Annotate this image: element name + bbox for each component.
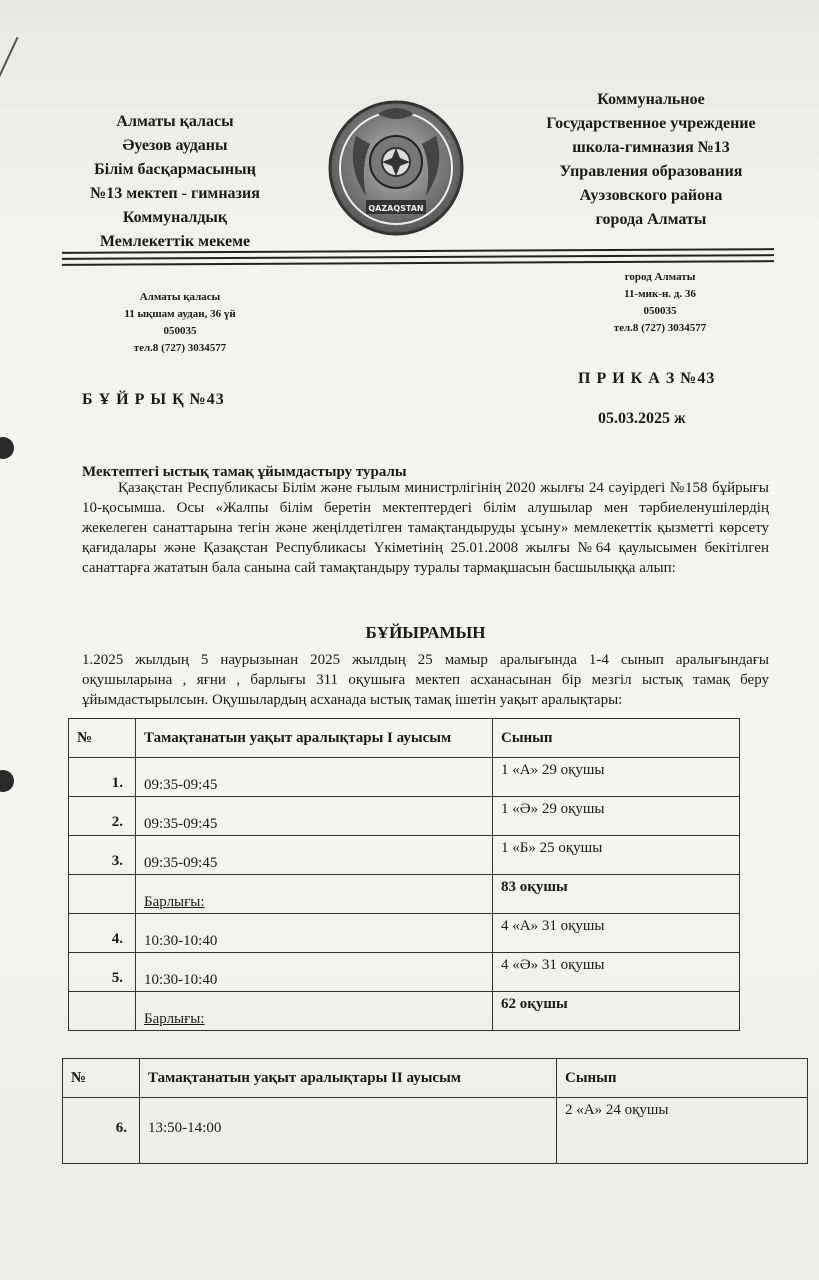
header-line: города Алматы	[595, 211, 707, 228]
row-number: 1.	[69, 758, 136, 797]
row-time: 10:30-10:40	[136, 953, 493, 992]
header-line: Управления образования	[559, 163, 743, 180]
address-line: 050035	[643, 305, 677, 317]
row-number	[69, 992, 136, 1031]
col-header-number: №	[63, 1059, 140, 1098]
header-line: Әуезов ауданы	[122, 137, 228, 154]
header-right-ru	[520, 88, 782, 232]
address-line: 050035	[163, 325, 197, 337]
order-title-kz: Б Ұ Й Р Ы Қ №43	[82, 391, 225, 408]
address-line: 11 ықшам аудан, 36 үй	[124, 308, 236, 320]
table-row	[63, 1098, 808, 1164]
row-class: 1 «Б» 25 оқушы	[493, 836, 740, 875]
col-header-class: Сынып	[493, 719, 740, 758]
row-number: 2.	[69, 797, 136, 836]
row-total-label: Барлығы:	[136, 875, 493, 914]
table-row	[69, 797, 740, 836]
row-time: 13:50-14:00	[140, 1098, 557, 1164]
punch-hole	[0, 437, 14, 459]
address-line: 11-мик-н. д. 36	[624, 288, 696, 300]
row-class: 4 «А» 31 оқушы	[493, 914, 740, 953]
paragraph-2: 1.2025 жылдың 5 наурызынан 2025 жылдың 25 мамыр аралығында 1-4 сынып аралығындағы оқушыларына , яғни , барлығы 311 оқушыға мектеп асханасынан бір мезгіл ыстық тамақ беру ұйымдастырылсын. Оқушылардың асханада ыстық тамақ ішетін уақыт аралықтары:	[82, 652, 769, 708]
state-emblem	[326, 96, 466, 242]
address-right	[590, 269, 730, 337]
row-total-label: Барлығы:	[136, 992, 493, 1031]
address-left	[90, 289, 270, 357]
row-class: 4 «Ә» 31 оқушы	[493, 953, 740, 992]
punch-hole	[0, 770, 14, 792]
row-number: 5.	[69, 953, 136, 992]
header-line: Коммунальное	[597, 91, 705, 108]
row-number: 3.	[69, 836, 136, 875]
address-line: тел.8 (727) 3034577	[133, 342, 227, 354]
header-divider	[62, 260, 774, 266]
header-line: Ауэзовского района	[579, 187, 723, 204]
table-row	[69, 914, 740, 953]
col-header-time: Тамақтанатын уақыт аралықтары I ауысым	[136, 719, 493, 758]
header-line: Алматы қаласы	[116, 113, 234, 130]
emblem-text: QAZAQSTAN	[368, 204, 424, 213]
table-row	[69, 836, 740, 875]
col-header-class: Сынып	[557, 1059, 808, 1098]
order-date: 05.03.2025 ж	[598, 410, 686, 427]
row-total-value: 83 оқушы	[493, 875, 740, 914]
paper-mark	[0, 37, 18, 83]
row-time: 09:35-09:45	[136, 758, 493, 797]
row-total-value: 62 оқушы	[493, 992, 740, 1031]
row-number: 6.	[63, 1098, 140, 1164]
document-subject: Мектептегі ыстық тамақ ұйымдастыру туралы	[82, 464, 407, 480]
row-class: 1 «А» 29 оқушы	[493, 758, 740, 797]
table-header-row	[63, 1059, 808, 1098]
row-class: 2 «А» 24 оқушы	[557, 1098, 808, 1164]
row-number	[69, 875, 136, 914]
header-line: школа-гимназия №13	[572, 139, 730, 156]
schedule-table-shift-2	[62, 1058, 808, 1164]
row-time: 09:35-09:45	[136, 797, 493, 836]
col-header-time: Тамақтанатын уақыт аралықтары II ауысым	[140, 1059, 557, 1098]
table-row	[69, 758, 740, 797]
row-time: 10:30-10:40	[136, 914, 493, 953]
paragraph-1: Қазақстан Республикасы Білім және ғылым министрлігінің 2020 жылғы 24 сәуірдегі №158 бұйрығы 10-қосымша. Осы «Жалпы білім беретін мектептердегі білім алушылар мен тәрбиеленушілердің жекелеген санаттарына тегін және жеңілдетілген тамақтандыруды ұсыну» мемлекеттік қызметті көрсету қағидалары және Қазақстан Республикасы Үкіметінің 25.01.2008 жылғы №64 қаулысымен бекітілген санаттарға жататын бала санына сай тамақтандыру туралы тармақшасын басшылыққа алып:	[82, 480, 769, 576]
header-line: Білім басқармасының	[94, 161, 256, 178]
decree-word: БҰЙЫРАМЫН	[365, 623, 486, 642]
row-number: 4.	[69, 914, 136, 953]
table-row-total	[69, 992, 740, 1031]
header-divider	[62, 254, 774, 260]
header-line: №13 мектеп - гимназия	[90, 185, 260, 202]
row-class: 1 «Ә» 29 оқушы	[493, 797, 740, 836]
table-header-row	[69, 719, 740, 758]
header-left-kz	[60, 110, 290, 254]
table-row-total	[69, 875, 740, 914]
header-line: Коммунaлдық	[122, 209, 228, 226]
order-title-ru: П Р И К А З №43	[578, 370, 716, 387]
header-line: Мемлекеттік мекеме	[99, 233, 251, 250]
table-row	[69, 953, 740, 992]
row-time: 09:35-09:45	[136, 836, 493, 875]
header-line: Государственное учреждение	[546, 115, 756, 132]
col-header-number: №	[69, 719, 136, 758]
address-line: Алматы қаласы	[139, 291, 221, 303]
address-line: город Алматы	[624, 271, 696, 283]
schedule-table-shift-1	[68, 718, 740, 1031]
address-line: тел.8 (727) 3034577	[613, 322, 707, 334]
